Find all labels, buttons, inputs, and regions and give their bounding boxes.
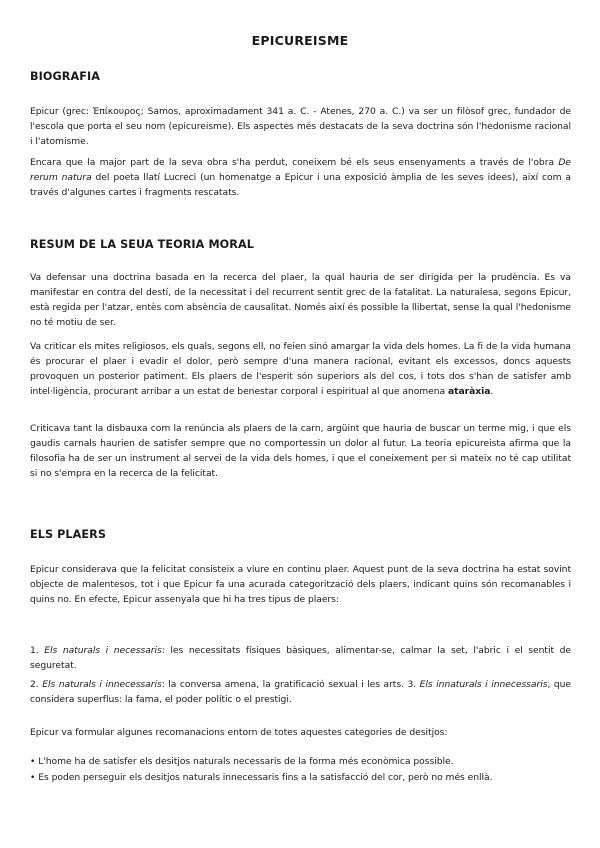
plaers-paragraph-recomanacions: Epicur va formular algunes recomanacions entorn de totes aquestes categories de desitjos: xyxy=(30,727,448,738)
bullet-item-1: • L'home ha de satisfer els desitjos naturals necessaris de la forma més econòmica possible. xyxy=(30,756,454,767)
moral-paragraph-3: Criticava tant la disbauxa com la renúncia als plaers de la carn, argüint que hauria de buscar un terme mig, i que els gaudis carnals haurien de satisfer sempre que no comportessin un dolor al futur. La teoria epicureista afirma que la filosofia ha de ser un instrument al servei de la vida dels homes, i que el coneixement per si mateix no té cap utilitat si no s'empra en la recerca de la felicitat. xyxy=(30,423,571,479)
bio-paragraph-2: Encara que la major part de la seva obra s'ha perdut, coneixem bé els seus ensenyaments a través de l'obra De rerum natura del poeta llatí Lucreci (un homenatge a Epicur i una exposició àmplia de les seves idees), així com a través d'algunes cartes i fragments rescatats. xyxy=(30,157,571,198)
ataraxia-term: ataràxia xyxy=(448,385,491,397)
plaers-list-item-2-3: 2. Els naturals i innecessaris: la conversa amena, la gratificació sexual i les arts. 3. Els innaturals i innecessaris, que considera superflus: la fama, el poder polític o el prestigi. xyxy=(30,679,572,705)
plaers-paragraph-1: Epicur considerava que la felicitat consisteix a viure en continu plaer. Aquest punt de la seva doctrina ha estat sovint objecte de malentesos, tot i que Epicur fa una acurada categorització dels plaers, indicant quins són recomanables i quins no. En efecte, Epicur assenyala que hi ha tres tipus de plaers: xyxy=(30,564,571,605)
section-heading-resum: RESUM DE LA SEUA TEORIA MORAL xyxy=(30,238,254,251)
section-heading-biografia: BIOGRAFIA xyxy=(30,70,101,83)
moral-paragraph-1: Va defensar una doctrina basada en la recerca del plaer, la qual hauria de ser dirigida per la prudència. Es va manifestar en contra del destí, de la necessitat i del recurrent sentit grec de la fatalitat. La naturalesa, segons Epicur, està regida per l'atzar, entès com absència de causalitat. Només així és possible la llibertat, sense la qual l'hedonisme no té motiu de ser. xyxy=(30,272,571,328)
book-title: De rerum natura xyxy=(30,157,571,183)
moral-paragraph-2: Va criticar els mites religiosos, els quals, segons ell, no feien sinó amargar la vida dels homes. La fi de la vida humana és procurar el plaer i evadir el dolor, però sempre d'una manera racional, evitant els excessos, doncs aquests provoquen un posterior patiment. Els plaers de l'esperit són superiors als del cos, i tots dos s'han de satisfer amb intel·ligència, procurant arribar a un estat de benestar corporal i espiritual al que anomena ataràxia. xyxy=(30,341,571,397)
page-title: EPICUREISME xyxy=(251,33,349,48)
bullet-item-2: • Es poden perseguir els desitjos naturals innecessaris fins a la satisfacció del cor, però no més enllà. xyxy=(30,772,493,783)
plaers-list-item-1: 1. Els naturals i necessaris: les necessitats físiques bàsiques, alimentar-se, calmar la set, l'abric i el sentit de seguretat. xyxy=(30,645,571,671)
bio-paragraph-1: Epicur (grec: Ἐπίκουρος; Samos, aproximadament 341 a. C. - Atenes, 270 a. C.) va ser un filòsof grec, fundador de l'escola que porta el seu nom (epicureisme). Els aspectes més destacats de la seva doctrina són l'hedonisme racional i l'atomisme. xyxy=(30,106,571,147)
section-heading-plaers: ELS PLAERS xyxy=(30,528,107,541)
